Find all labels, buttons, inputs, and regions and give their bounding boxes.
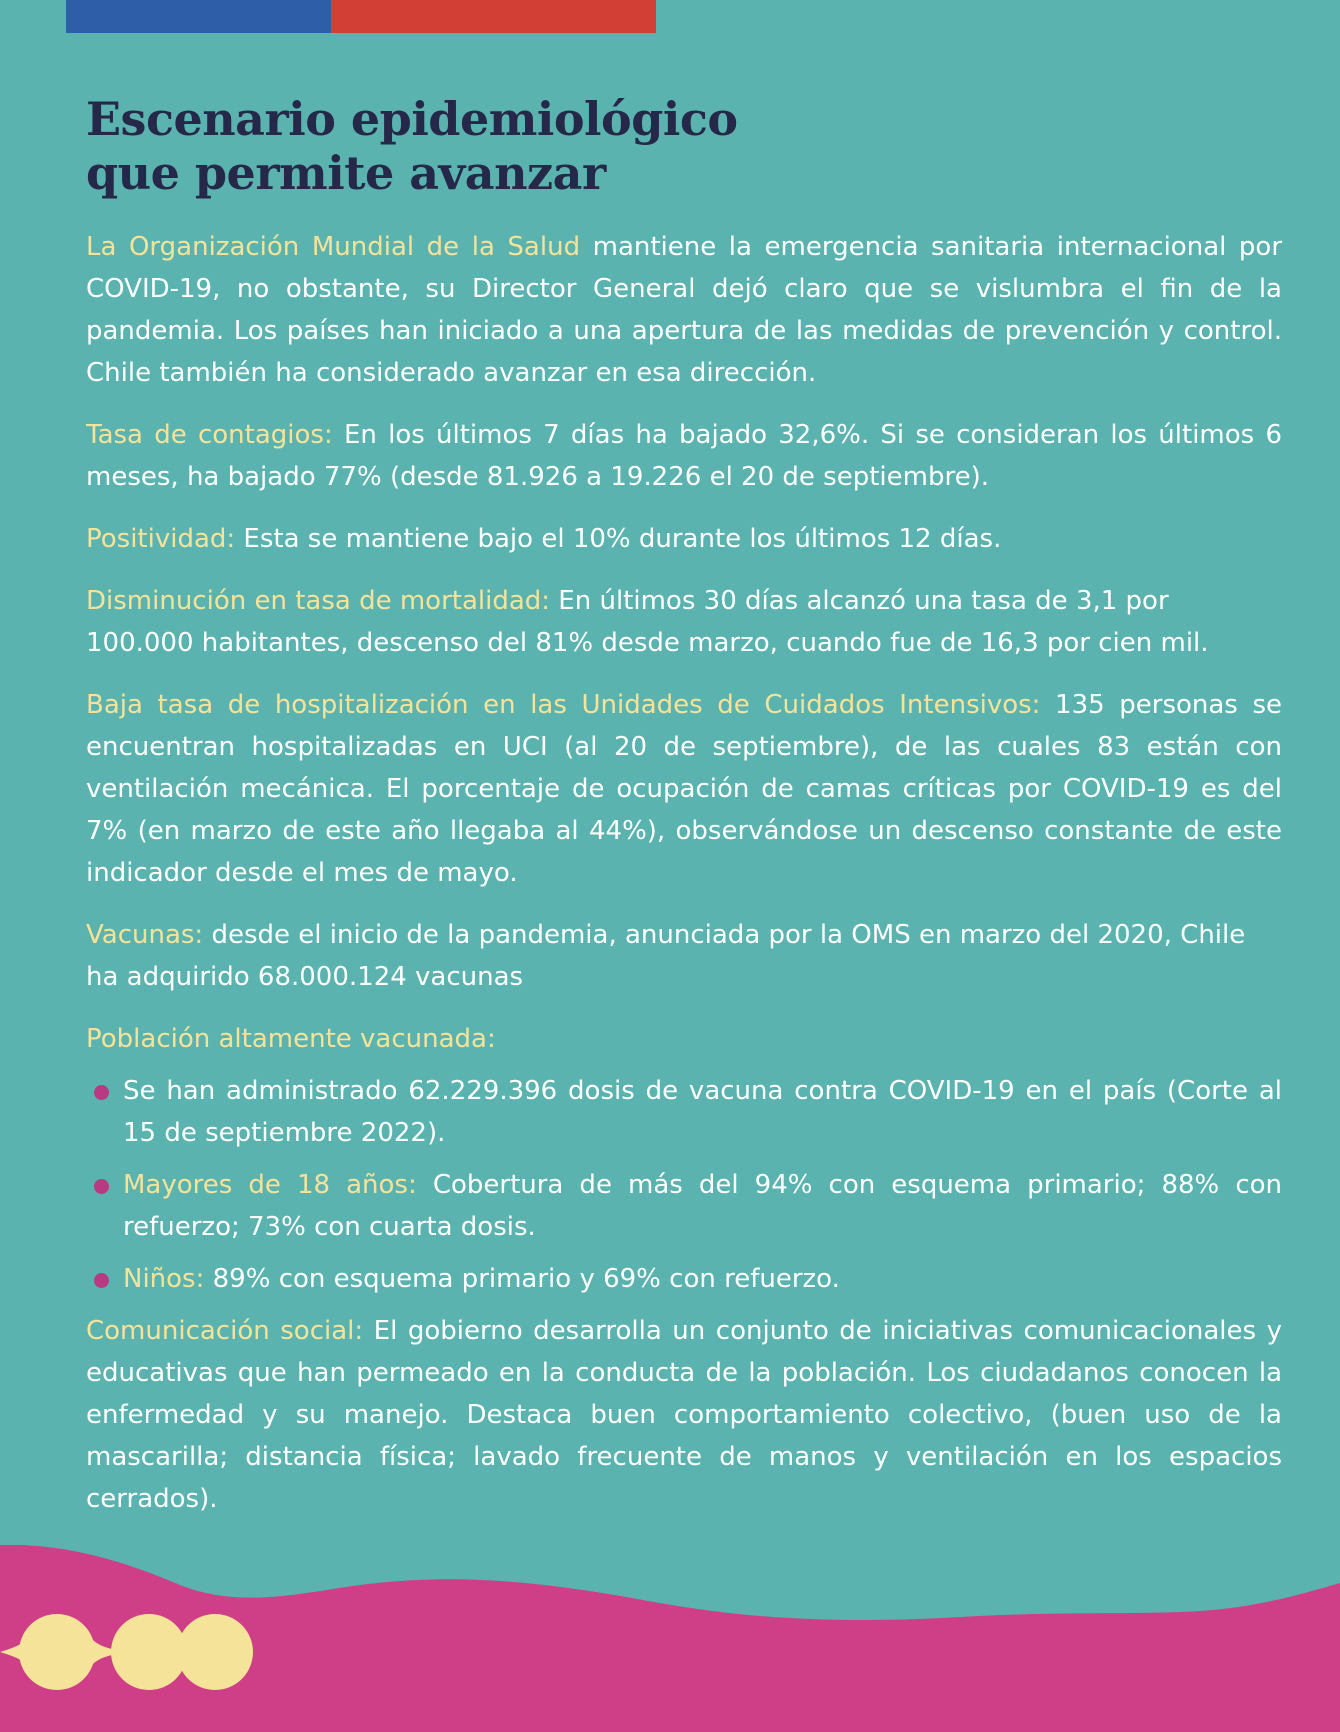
contagios-paragraph (86, 414, 1282, 498)
uci-paragraph (86, 684, 1282, 894)
bottom-wave-decoration (0, 1545, 1340, 1732)
poblacion-label: Población altamente vacunada: (86, 1024, 496, 1054)
positividad-label: Positividad: (86, 524, 236, 554)
bullet-text: 89% con esquema primario y 69% con refuerzo. (204, 1264, 840, 1294)
mortalidad-paragraph (86, 580, 1282, 664)
intro-highlight: La Organización Mundial de la Salud (86, 232, 581, 262)
uci-label: Baja tasa de hospitalización en las Unidades de Cuidados Intensivos: (86, 690, 1041, 720)
positividad-paragraph (86, 518, 1282, 560)
contagios-label: Tasa de contagios: (86, 420, 333, 450)
content (86, 226, 1282, 1540)
intro-text: mantiene la emergencia sanitaria internacional por COVID-19, no obstante, su Director General dejó claro que se vislumbra el fin de la pandemia. Los países han iniciado a una apertura de las medidas de prevención y control. Chile también ha considerado avanzar en esa dirección. (86, 232, 1283, 388)
title-line-1: Escenario epidemiológico (86, 92, 738, 146)
vacunas-text: desde el inicio de la pandemia, anunciada por la OMS en marzo del 2020, Chile ha adquirido 68.000.124 vacunas (86, 920, 1246, 992)
positividad-text: Esta se mantiene bajo el 10% durante los últimos 12 días. (235, 524, 1002, 554)
bullet-dot-icon (94, 1085, 109, 1100)
bullet-label: Mayores de 18 años: (123, 1170, 417, 1200)
poblacion-heading (86, 1018, 1282, 1060)
list-item (86, 1164, 1282, 1248)
list-item (86, 1070, 1282, 1154)
comunicacion-text: El gobierno desarrolla un conjunto de iniciativas comunicacionales y educativas que han permeado en la conducta de la población. Los ciudadanos conocen la enfermedad y su manejo. Destaca buen comportamiento colectivo, (buen uso de la mascarilla; distancia física; lavado frecuente de manos y ventilación en los espacios cerrados). (86, 1316, 1282, 1514)
page-title (86, 92, 1266, 200)
intro-paragraph (86, 226, 1282, 394)
comunicacion-label: Comunicación social: (86, 1316, 364, 1346)
uci-text: 135 personas se encuentran hospitalizadas en UCI (al 20 de septiembre), de las cuales 83 están con ventilación mecánica. El porcentaje de ocupación de camas críticas por COVID-19 es del 7% (en marzo de este año llegaba al 44%), observándose un descenso constante de este indicador desde el mes de mayo. (86, 690, 1282, 888)
list-item (86, 1258, 1282, 1300)
vacunas-label: Vacunas: (86, 920, 204, 950)
bullet-text: Cobertura de más del 94% con esquema primario; 88% con refuerzo; 73% con cuarta dosis. (123, 1170, 1283, 1242)
contagios-text: En los últimos 7 días ha bajado 32,6%. Si se consideran los últimos 6 meses, ha bajado 77% (desde 81.926 a 19.226 el 20 de septiembre). (86, 420, 1282, 492)
top-bar-red (331, 0, 656, 33)
bullet-dot-icon (94, 1273, 109, 1288)
mortalidad-label: Disminución en tasa de mortalidad: (86, 586, 551, 616)
top-bar-blue (66, 0, 331, 33)
bullet-text: Se han administrado 62.229.396 dosis de vacuna contra COVID-19 en el país (Corte al 15 de septiembre 2022). (123, 1076, 1282, 1148)
comunicacion-paragraph (86, 1310, 1282, 1520)
bullet-label: Niños: (123, 1264, 205, 1294)
title-line-2: que permite avanzar (86, 146, 606, 200)
mortalidad-text: En últimos 30 días alcanzó una tasa de 3,1 por 100.000 habitantes, descenso del 81% desde marzo, cuando fue de 16,3 por cien mil. (86, 586, 1209, 658)
bullet-dot-icon (94, 1179, 109, 1194)
linked-circles-ornament-icon (0, 1614, 253, 1690)
vaccination-list (86, 1070, 1282, 1300)
vacunas-paragraph (86, 914, 1282, 998)
